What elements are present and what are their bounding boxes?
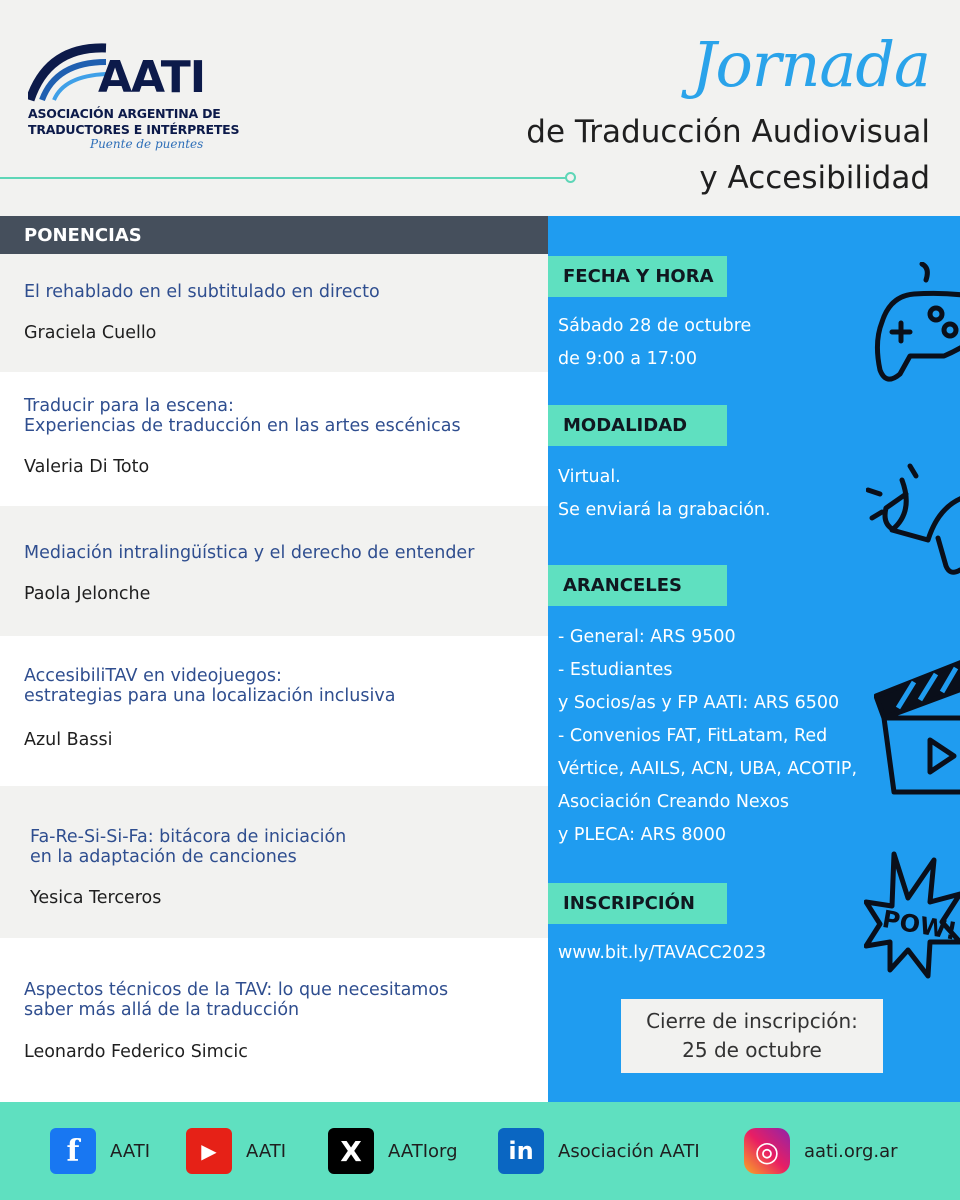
inscripcion-label: INSCRIPCIÓN [548, 883, 727, 924]
talk-title-line-2: Experiencias de traducción en las artes escénicas [24, 416, 461, 436]
header-divider-dot [565, 172, 576, 183]
pow-burst-icon [864, 850, 960, 980]
header [0, 0, 960, 216]
arancel-line: y Socios/as y FP AATI: ARS 6500 [558, 693, 840, 713]
cierre-box [621, 999, 883, 1073]
social-label[interactable]: Asociación AATI [558, 1140, 700, 1162]
talk-title: Mediación intralingüística y el derecho de entender [24, 543, 475, 563]
title-jornada: Jornada [691, 28, 930, 101]
facebook-icon[interactable]: f [50, 1128, 96, 1174]
talk-speaker: Paola Jelonche [24, 584, 151, 604]
instagram-icon[interactable]: ◎ [744, 1128, 790, 1174]
ponencias-heading: PONENCIAS [0, 216, 548, 254]
fecha-line-2: de 9:00 a 17:00 [558, 349, 698, 369]
social-label[interactable]: aati.org.ar [804, 1140, 898, 1162]
talk-title: El rehablado en el subtitulado en directo [24, 282, 380, 302]
logo-tagline: Puente de puentes [90, 137, 204, 151]
title-line-3: y Accesibilidad [699, 160, 930, 196]
social-x[interactable] [328, 1128, 458, 1174]
modalidad-line-2: Se enviará la grabación. [558, 500, 771, 520]
logo-arcs-icon [28, 38, 108, 108]
social-label[interactable]: AATI [110, 1140, 151, 1162]
fecha-line-1: Sábado 28 de octubre [558, 316, 752, 336]
talk-item [0, 636, 548, 786]
arancel-line: - General: ARS 9500 [558, 627, 736, 647]
youtube-icon[interactable]: ▶ [186, 1128, 232, 1174]
arancel-line: - Estudiantes [558, 660, 673, 680]
talk-title: Aspectos técnicos de la TAV: lo que necesitamos [24, 980, 449, 1000]
talk-title: Fa-Re-Si-Si-Fa: bitácora de iniciación [30, 827, 347, 847]
talk-item [0, 506, 548, 636]
arancel-line: Asociación Creando Nexos [558, 792, 790, 812]
social-facebook[interactable] [50, 1128, 150, 1174]
cierre-line-2: 25 de octubre [682, 1038, 822, 1062]
talk-item [0, 254, 548, 372]
talk-speaker: Azul Bassi [24, 730, 113, 750]
social-label[interactable]: AATIorg [388, 1140, 458, 1162]
talk-title: Traducir para la escena: [24, 396, 234, 416]
modalidad-label: MODALIDAD [548, 405, 727, 446]
talk-title-line-2: estrategias para una localización inclusiva [24, 686, 396, 706]
inscripcion-link[interactable]: www.bit.ly/TAVACC2023 [558, 943, 767, 963]
talk-item [0, 786, 548, 938]
logo-subtitle-1: ASOCIACIÓN ARGENTINA DE [28, 106, 221, 121]
talk-item [0, 938, 548, 1102]
title-line-2: de Traducción Audiovisual [526, 114, 930, 150]
talk-speaker: Graciela Cuello [24, 323, 157, 343]
clapperboard-icon [874, 656, 960, 796]
header-divider [0, 177, 566, 179]
arancel-line: y PLECA: ARS 8000 [558, 825, 726, 845]
arancel-line: - Convenios FAT, FitLatam, Red [558, 726, 828, 746]
aranceles-label: ARANCELES [548, 565, 727, 606]
talk-title: AccesibiliTAV en videojuegos: [24, 666, 282, 686]
ponencias-section [0, 216, 548, 1102]
cierre-line-1: Cierre de inscripción: [646, 1009, 858, 1033]
logo-subtitle-2: TRADUCTORES E INTÉRPRETES [28, 122, 240, 137]
social-instagram[interactable] [744, 1128, 898, 1174]
gamepad-icon [874, 262, 960, 392]
talk-title-line-2: saber más allá de la traducción [24, 1000, 300, 1020]
aati-logo [28, 38, 240, 158]
x-icon[interactable]: X [328, 1128, 374, 1174]
modalidad-line-1: Virtual. [558, 467, 621, 487]
info-panel [548, 216, 960, 1102]
arancel-line: Vértice, AAILS, ACN, UBA, ACOTIP, [558, 759, 858, 779]
social-youtube[interactable] [186, 1128, 286, 1174]
social-label[interactable]: AATI [246, 1140, 287, 1162]
fecha-label: FECHA Y HORA [548, 256, 727, 297]
linkedin-icon[interactable]: in [498, 1128, 544, 1174]
talk-title-line-2: en la adaptación de canciones [30, 847, 297, 867]
talk-item [0, 372, 548, 506]
talk-speaker: Yesica Terceros [30, 888, 162, 908]
talk-speaker: Leonardo Federico Simcic [24, 1042, 248, 1062]
footer-social-bar [0, 1102, 960, 1200]
megaphone-icon [866, 460, 960, 592]
pow-text: POW! [880, 905, 960, 946]
talk-speaker: Valeria Di Toto [24, 457, 150, 477]
logo-title: AATI [98, 52, 206, 103]
social-linkedin[interactable] [498, 1128, 700, 1174]
